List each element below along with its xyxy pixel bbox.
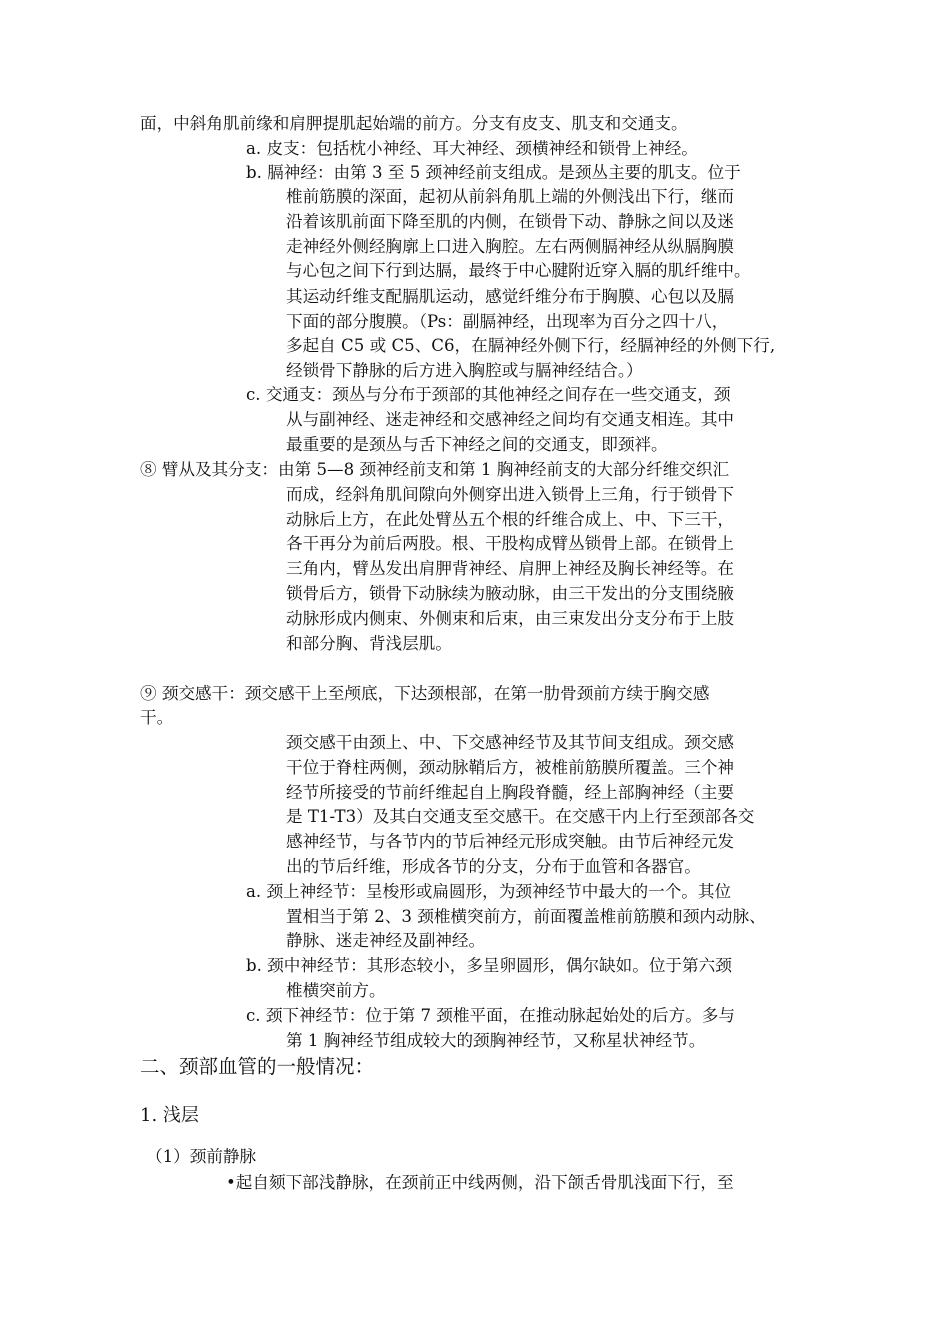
- text-line: 干位于脊柱两侧，颈动脉鞘后方，被椎前筋膜所覆盖。三个神: [286, 758, 735, 777]
- list-item-c-inferior-ganglion: c. 颈下神经节：位于第 7 颈椎平面，在推动脉起始处的后方。多与: [246, 1006, 735, 1025]
- numbered-item-9-sympathetic: ⑨ 颈交感干：颈交感干上至颅底，下达颈根部，在第一肋骨颈前方续于胸交感: [140, 684, 710, 703]
- text-line: 各干再分为前后两股。根、干股构成臂丛锁骨上部。在锁骨上: [286, 534, 735, 553]
- text-line: 沿着该肌前面下降至肌的内侧，在锁骨下动、静脉之间以及迷: [286, 212, 735, 231]
- text-line: 干。: [140, 708, 174, 727]
- list-item-b-middle-ganglion: b. 颈中神经节：其形态较小，多呈卵圆形，偶尔缺如。位于第六颈: [246, 956, 732, 975]
- text-line: 和部分胸、背浅层肌。: [286, 634, 452, 653]
- list-item-c-communicating: c. 交通支：颈丛与分布于颈部的其他神经之间存在一些交通支，颈: [246, 385, 731, 404]
- text-line: 第 1 胸神经节组成较大的颈胸神经节，又称星状神经节。: [286, 1031, 706, 1050]
- bullet-item: •起自颏下部浅静脉，在颈前正中线两侧，沿下颌舌骨肌浅面下行，至: [226, 1173, 734, 1192]
- text-line: 三角内，臂丛发出肩胛背神经、肩胛上神经及胸长神经等。在: [286, 559, 735, 578]
- text-line: 经锁骨下静脉的后方进入胸腔或与膈神经结合。）: [286, 361, 643, 380]
- text-line: 走神经外侧经胸廓上口进入胸腔。左右两侧膈神经从纵膈胸膜: [286, 237, 735, 256]
- text-line: 而成，经斜角肌间隙向外侧穿出进入锁骨上三角，行于锁骨下: [286, 485, 735, 504]
- text-line: 是 T1-T3）及其白交通支至交感干。在交感干内上行至颈部各交: [286, 807, 755, 826]
- list-item-b-phrenic: b. 膈神经：由第 3 至 5 颈神经前支组成。是颈丛主要的肌支。位于: [246, 163, 741, 182]
- text-line: 感神经节，与各节内的节后神经元形成突触。由节后神经元发: [286, 832, 735, 851]
- text-line: 出的节后纤维，形成各节的分支，分布于血管和各器官。: [286, 857, 701, 876]
- text-line: 多起自 C5 或 C5、C6，在膈神经外侧下行，经膈神经的外侧下行,: [286, 336, 776, 355]
- text-line: 最重要的是颈丛与舌下神经之间的交通支，即颈袢。: [286, 435, 668, 454]
- text-line: 经节所接受的节前纤维起自上胸段脊髓，经上部胸神经（主要: [286, 783, 735, 802]
- list-item-a-cutaneous: a. 皮支：包括枕小神经、耳大神经、颈横神经和锁骨上神经。: [246, 139, 698, 158]
- text-line: 其运动纤维支配膈肌运动，感觉纤维分布于胸膜、心包以及膈: [286, 287, 735, 306]
- text-line: 面，中斜角肌前缘和肩胛提肌起始端的前方。分支有皮支、肌支和交通支。: [140, 114, 688, 133]
- text-line: 从与副神经、迷走神经和交感神经之间均有交通支相连。其中: [286, 410, 735, 429]
- text-line: 与心包之间下行到达膈，最终于中心腱附近穿入膈的肌纤维中。: [286, 261, 751, 280]
- section-heading-2: 二、颈部血管的一般情况：: [140, 1055, 375, 1078]
- numbered-item-8-brachial: ⑧ 臂从及其分支：由第 5—8 颈神经前支和第 1 胸神经前支的大部分纤维交织汇: [140, 460, 730, 479]
- text-line: 椎前筋膜的深面，起初从前斜角肌上端的外侧浅出下行，继而: [286, 187, 735, 206]
- text-line: 下面的部分腹膜。（Ps：副膈神经，出现率为百分之四十八，: [286, 312, 729, 331]
- sub-heading-anterior-jugular-vein: （1）颈前静脉: [146, 1147, 257, 1166]
- subsection-heading-superficial: 1. 浅层: [140, 1105, 199, 1126]
- text-line: 颈交感干由颈上、中、下交感神经节及其节间支组成。颈交感: [286, 733, 735, 752]
- text-line: 动脉后上方，在此处臂丛五个根的纤维合成上、中、下三干，: [286, 510, 735, 529]
- text-line: 动脉形成内侧束、外侧束和后束，由三束发出分支分布于上肢: [286, 609, 735, 628]
- text-line: 锁骨后方，锁骨下动脉续为腋动脉，由三干发出的分支围绕腋: [286, 584, 735, 603]
- text-line: 椎横突前方。: [286, 981, 386, 1000]
- list-item-a-superior-ganglion: a. 颈上神经节：呈梭形或扁圆形，为颈神经节中最大的一个。其位: [246, 882, 732, 901]
- text-line: 置相当于第 2、3 颈椎横突前方，前面覆盖椎前筋膜和颈内动脉、: [286, 907, 766, 926]
- text-line: 静脉、迷走神经及副神经。: [286, 931, 486, 950]
